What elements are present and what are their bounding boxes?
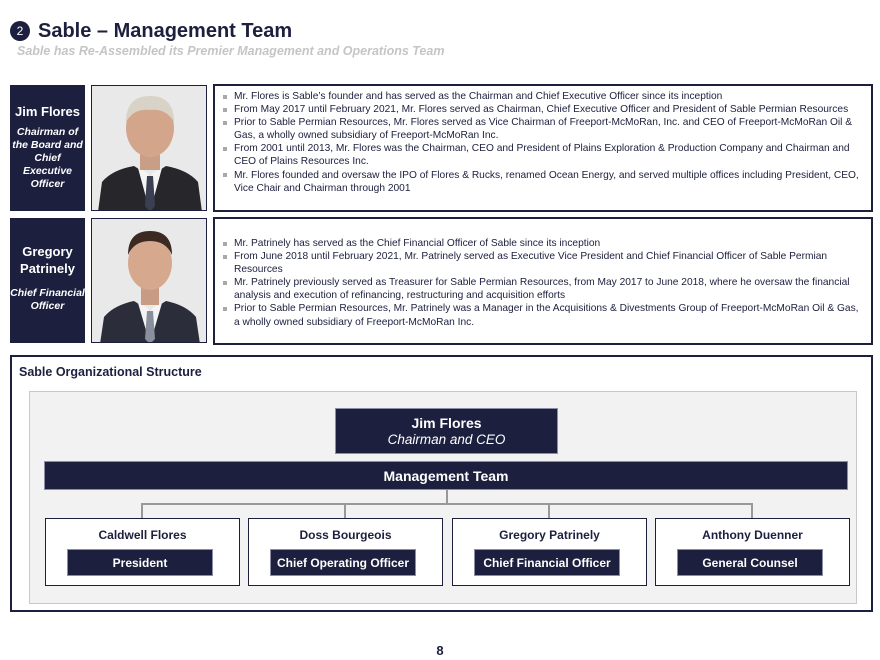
section-number-badge: 2 (10, 21, 30, 41)
org-member-role: Chief Operating Officer (270, 549, 416, 576)
exec-role: Chief Financial Officer (10, 287, 85, 312)
bio-bullet: From 2001 until 2013, Mr. Flores was the Chairman, CEO and President of Plains Exploration & Production Company and Chairman and CEO of Plains Resources Inc. (221, 142, 863, 168)
org-chart (29, 391, 857, 604)
page-number: 8 (436, 643, 444, 658)
org-connector (548, 503, 550, 518)
org-management-team-bar: Management Team (44, 461, 848, 490)
org-connector (344, 503, 346, 518)
exec-role: Chairman of the Board and Chief Executive Officer (12, 126, 83, 190)
org-connector (141, 503, 143, 518)
org-ceo-box (335, 408, 558, 454)
org-member-box (452, 518, 647, 586)
org-member-name: Doss Bourgeois (299, 528, 392, 542)
exec-name-box-patrinely (10, 218, 85, 343)
org-member-box (248, 518, 443, 586)
org-member-role: General Counsel (677, 549, 823, 576)
org-member-box (655, 518, 850, 586)
org-structure-panel (10, 355, 873, 612)
bio-bullet: From June 2018 until February 2021, Mr. Patrinely served as Executive Vice President and Chief Financial Officer of Sable Permian Resources (221, 250, 863, 276)
bio-bullet: Mr. Patrinely has served as the Chief Financial Officer of Sable since its inception (221, 237, 863, 250)
org-member-role: Chief Financial Officer (474, 549, 620, 576)
org-member-name: Caldwell Flores (98, 528, 187, 542)
org-member-box (45, 518, 240, 586)
org-member-name: Anthony Duenner (702, 528, 803, 542)
org-ceo-name: Jim Flores (411, 415, 482, 431)
bio-bullet: Mr. Flores founded and oversaw the IPO of Flores & Rucks, renamed Ocean Energy, and served multiple offices including President, CEO, Vice Chair and Chairman through 2001 (221, 169, 863, 195)
org-connector (751, 503, 753, 518)
exec-name: Jim Flores (14, 104, 81, 119)
org-member-name: Gregory Patrinely (499, 528, 600, 542)
slide-header (10, 18, 292, 44)
exec-photo-patrinely (91, 218, 207, 343)
page-title: Sable – Management Team (38, 19, 293, 42)
bio-bullet: Prior to Sable Permian Resources, Mr. Flores served as Vice Chairman of Freeport-McMoRan, Inc. and CEO of Freeport-McMoRan Oil & Gas, a wholly owned subsidiary of Freeport-McMoRan Inc. (221, 116, 863, 142)
exec-name-box-flores (10, 85, 85, 211)
org-member-role: President (67, 549, 213, 576)
exec-bio-flores (213, 84, 873, 212)
page-subtitle: Sable has Re-Assembled its Premier Management and Operations Team (17, 44, 445, 58)
bio-bullet: Mr. Patrinely previously served as Treasurer for Sable Permian Resources, from May 2017 to June 2018, where he oversaw the financial analysis and execution of refinancing, restructuring and acquisition efforts (221, 276, 863, 302)
org-connector (141, 503, 752, 505)
org-structure-title: Sable Organizational Structure (19, 365, 202, 379)
org-connector (446, 490, 448, 504)
org-ceo-role: Chairman and CEO (387, 432, 506, 447)
exec-photo-flores (91, 85, 207, 211)
exec-bio-patrinely (213, 217, 873, 345)
bio-bullet: Prior to Sable Permian Resources, Mr. Patrinely was a Manager in the Acquisitions & Divestments Group of Freeport-McMoRan Oil & Gas, a wholly owned subsidiary of Freeport-McMoRan Inc. (221, 302, 863, 328)
bio-bullet: From May 2017 until February 2021, Mr. Flores served as Chairman, Chief Executive Officer and President of Sable Permian Resources (221, 103, 863, 116)
bio-bullet: Mr. Flores is Sable’s founder and has served as the Chairman and Chief Executive Officer since its inception (221, 90, 863, 103)
exec-name: Gregory Patrinely (20, 244, 75, 276)
